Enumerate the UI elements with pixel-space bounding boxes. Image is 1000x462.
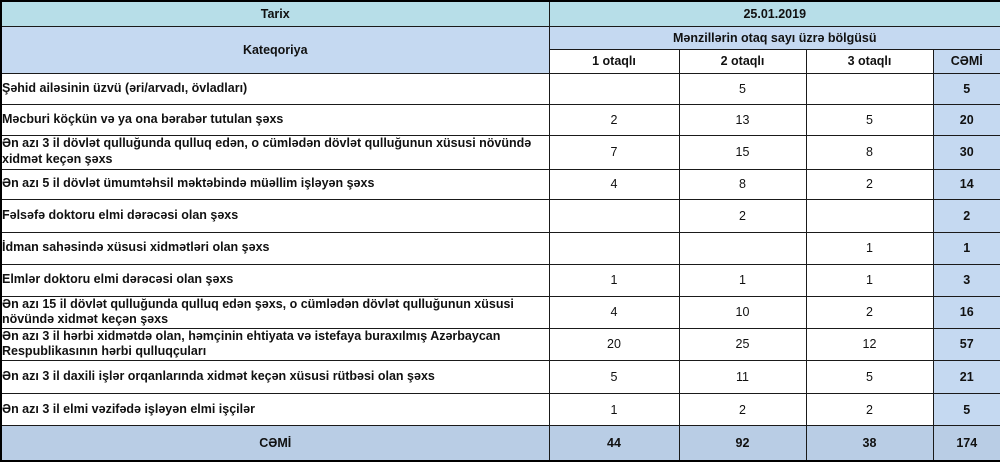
total-cell: 16 — [933, 296, 1000, 328]
count-cell-3otaqli: 1 — [806, 232, 933, 264]
count-cell-3otaqli: 8 — [806, 135, 933, 169]
footer-grand-total: 174 — [933, 426, 1000, 461]
count-cell-2otaqli: 8 — [679, 169, 806, 199]
kateqoriya-header: Kateqoriya — [1, 26, 549, 73]
col-header-cemi: CƏMİ — [933, 49, 1000, 73]
count-cell-3otaqli: 12 — [806, 328, 933, 360]
count-cell-2otaqli: 11 — [679, 361, 806, 394]
count-cell-1otaqli: 20 — [549, 328, 679, 360]
table-row — [1, 296, 1000, 328]
category-cell: Fəlsəfə doktoru elmi dərəcəsi olan şəxs — [1, 199, 549, 232]
count-cell-2otaqli: 5 — [679, 73, 806, 104]
count-cell-2otaqli: 25 — [679, 328, 806, 360]
col-header-1-otaqli: 1 otaqlı — [549, 49, 679, 73]
count-cell-2otaqli — [679, 232, 806, 264]
count-cell-1otaqli: 1 — [549, 394, 679, 426]
header-row-group — [1, 26, 1000, 49]
table-row — [1, 73, 1000, 104]
group-header: Mənzillərin otaq sayı üzrə bölgüsü — [549, 26, 1000, 49]
count-cell-2otaqli: 15 — [679, 135, 806, 169]
count-cell-1otaqli — [549, 73, 679, 104]
date-value: 25.01.2019 — [549, 1, 1000, 26]
col-header-2-otaqli: 2 otaqlı — [679, 49, 806, 73]
footer-row — [1, 426, 1000, 461]
total-cell: 1 — [933, 232, 1000, 264]
category-cell: Məcburi köçkün və ya ona bərabər tutulan şəxs — [1, 104, 549, 135]
count-cell-3otaqli — [806, 73, 933, 104]
tarix-header: Tarix — [1, 1, 549, 26]
count-cell-1otaqli: 4 — [549, 296, 679, 328]
count-cell-2otaqli: 13 — [679, 104, 806, 135]
total-cell: 5 — [933, 73, 1000, 104]
count-cell-1otaqli: 5 — [549, 361, 679, 394]
table-row — [1, 328, 1000, 360]
table-row — [1, 135, 1000, 169]
header-row-date — [1, 1, 1000, 26]
footer-label: CƏMİ — [1, 426, 549, 461]
category-cell: Ən azı 3 il daxili işlər orqanlarında xidmət keçən xüsusi rütbəsi olan şəxs — [1, 361, 549, 394]
count-cell-1otaqli: 2 — [549, 104, 679, 135]
total-cell: 5 — [933, 394, 1000, 426]
category-cell: Ən azı 3 il hərbi xidmətdə olan, həmçinin ehtiyata və istefaya buraxılmış Azərbaycan Respublikasının hərbi qulluqçuları — [1, 328, 549, 360]
total-cell: 57 — [933, 328, 1000, 360]
total-cell: 30 — [933, 135, 1000, 169]
category-cell: Ən azı 15 il dövlət qulluğunda qulluq edən şəxs, o cümlədən dövlət qulluğunun xüsusi növündə xidmət keçən şəxs — [1, 296, 549, 328]
table-row — [1, 232, 1000, 264]
table-row — [1, 394, 1000, 426]
count-cell-1otaqli — [549, 199, 679, 232]
table-row — [1, 104, 1000, 135]
count-cell-3otaqli: 2 — [806, 296, 933, 328]
count-cell-3otaqli: 1 — [806, 264, 933, 296]
count-cell-2otaqli: 2 — [679, 199, 806, 232]
total-cell: 20 — [933, 104, 1000, 135]
count-cell-2otaqli: 2 — [679, 394, 806, 426]
count-cell-2otaqli: 10 — [679, 296, 806, 328]
count-cell-1otaqli: 7 — [549, 135, 679, 169]
category-cell: Şəhid ailəsinin üzvü (əri/arvadı, övladları) — [1, 73, 549, 104]
footer-total-2otaqli: 92 — [679, 426, 806, 461]
table-row — [1, 199, 1000, 232]
total-cell: 21 — [933, 361, 1000, 394]
count-cell-3otaqli: 5 — [806, 104, 933, 135]
category-cell: Ən azı 5 il dövlət ümumtəhsil məktəbində müəllim işləyən şəxs — [1, 169, 549, 199]
count-cell-3otaqli — [806, 199, 933, 232]
total-cell: 3 — [933, 264, 1000, 296]
count-cell-3otaqli: 5 — [806, 361, 933, 394]
count-cell-2otaqli: 1 — [679, 264, 806, 296]
count-cell-1otaqli: 4 — [549, 169, 679, 199]
count-cell-1otaqli: 1 — [549, 264, 679, 296]
category-cell: İdman sahəsində xüsusi xidmətləri olan şəxs — [1, 232, 549, 264]
total-cell: 2 — [933, 199, 1000, 232]
table-row — [1, 361, 1000, 394]
footer-total-1otaqli: 44 — [549, 426, 679, 461]
category-cell: Elmlər doktoru elmi dərəcəsi olan şəxs — [1, 264, 549, 296]
category-cell: Ən azı 3 il elmi vəzifədə işləyən elmi işçilər — [1, 394, 549, 426]
count-cell-1otaqli — [549, 232, 679, 264]
table-row — [1, 264, 1000, 296]
count-cell-3otaqli: 2 — [806, 394, 933, 426]
category-cell: Ən azı 3 il dövlət qulluğunda qulluq edən, o cümlədən dövlət qulluğunun xüsusi növündə xidmət keçən şəxs — [1, 135, 549, 169]
col-header-3-otaqli: 3 otaqlı — [806, 49, 933, 73]
total-cell: 14 — [933, 169, 1000, 199]
footer-total-3otaqli: 38 — [806, 426, 933, 461]
count-cell-3otaqli: 2 — [806, 169, 933, 199]
table-row — [1, 169, 1000, 199]
